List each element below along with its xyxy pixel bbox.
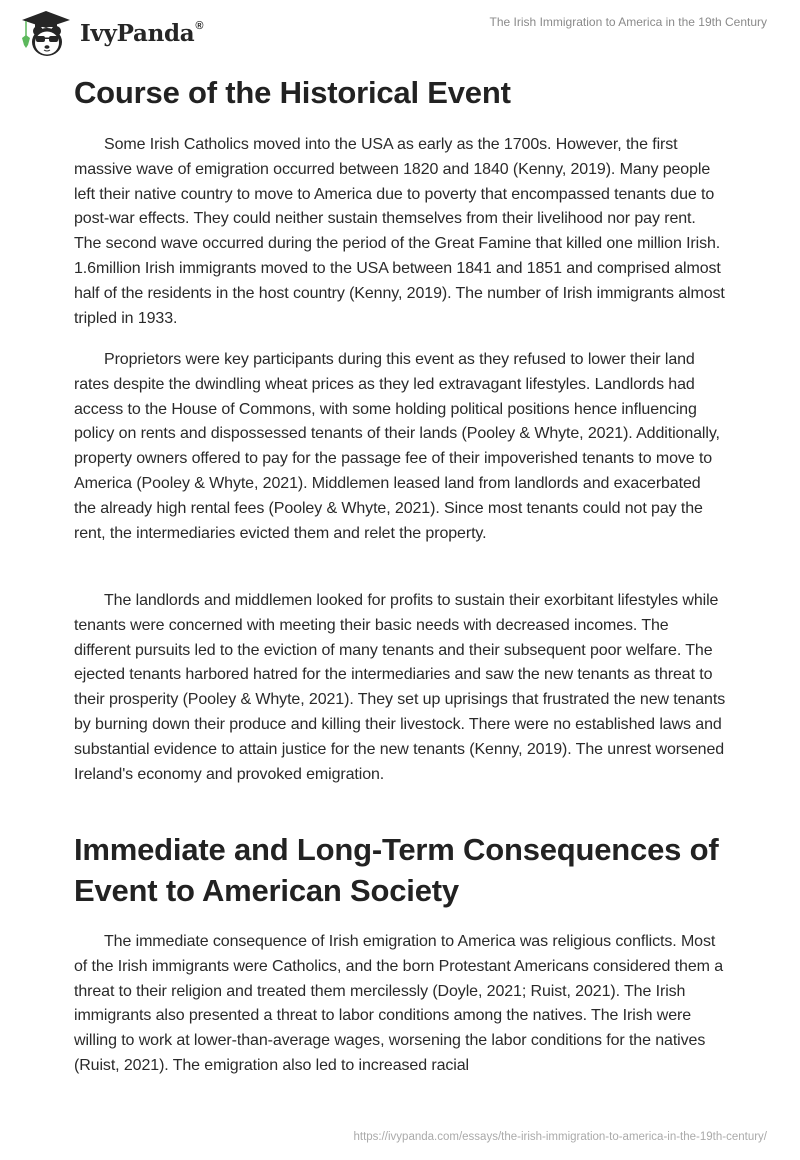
section-heading: Course of the Historical Event [74, 75, 511, 110]
page-header [0, 0, 800, 62]
panda-graduate-icon [18, 8, 74, 58]
section-heading: Immediate and Long-Term Consequences of Event to American Society [74, 832, 719, 908]
logo-wordmark: IvyPanda® [80, 19, 204, 47]
paragraph: Some Irish Catholics moved into the USA as early as the 1700s. However, the first massive wave of emigration occurred between 1820 and 1840 (Kenny, 2019). Many people left their native country to move to America due to poverty that encompassed tenants due to post-war effects. They could neither sustain themselves from their livelihood nor pay rent. The second wave occurred during the period of the Great Famine that killed one million Irish. 1.6million Irish immigrants moved to the USA between 1841 and 1851 and comprised almost half of the residents in the host country (Kenny, 2019). The number of Irish immigrants almost tripled in 1933. [74, 136, 725, 327]
document-title: The Irish Immigration to America in the 19th Century [489, 15, 767, 29]
footer-url-link[interactable]: https://ivypanda.com/essays/the-irish-immigration-to-america-in-the-19th-century/ [353, 1131, 767, 1143]
paragraph: The immediate consequence of Irish emigration to America was religious conflicts. Most of the Irish immigrants were Catholics, and the born Protestant Americans considered them a threat to their religion and treated them mercilessly (Doyle, 2021; Ruist, 2021). The Irish immigrants also presented a threat to labor conditions among the natives. The Irish were willing to work at lower-than-average wages, worsening the labor conditions for the natives (Ruist, 2021). The emigration also led to increased racial [74, 933, 723, 1074]
paragraph: Proprietors were key participants during this event as they refused to lower their land rates despite the dwindling wheat prices as they led extravagant lifestyles. Landlords had access to the House of Commons, with some holding political positions hence influencing policy on rents and dispossessed tenants of their lands (Pooley & Whyte, 2021). Additionally, property owners offered to pay for the passage fee of their impoverished tenants to move to America (Pooley & Whyte, 2021). Middlemen leased land from landlords and exacerbated the already high rental fees (Pooley & Whyte, 2021). Since most tenants could not pay the rent, the intermediaries evicted them and relet the property. [74, 351, 720, 542]
ivypanda-logo[interactable] [18, 8, 203, 58]
paragraph: The landlords and middlemen looked for profits to sustain their exorbitant lifestyles while tenants were concerned with meeting their basic needs with decreased incomes. The different pursuits led to the eviction of many tenants and their subsequent poor welfare. The ejected tenants harbored hatred for the intermediaries and saw the new tenants as threat to their prosperity (Pooley & Whyte, 2021). They set up uprisings that frustrated the new tenants by burning down their produce and killing their livestock. There were no established laws and substantial evidence to attain justice for the new tenants (Kenny, 2019). The unrest worsened Ireland's economy and provoked emigration. [74, 592, 726, 783]
